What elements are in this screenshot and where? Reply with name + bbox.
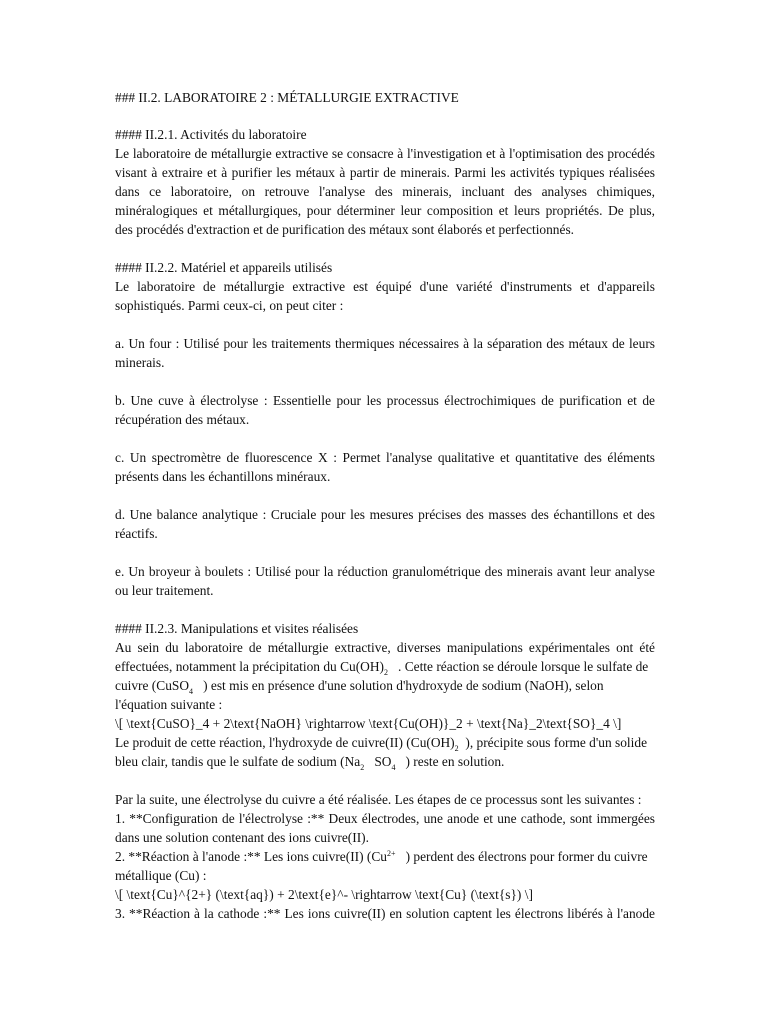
paragraph-line: Au sein du laboratoire de métallurgie extractive, diverses manipulations expérimentales ont été	[115, 640, 655, 655]
equipment-item-cuve-cont: récupération des métaux.	[115, 412, 250, 427]
equipment-item-spectrometre-cont: présents dans les échantillons minéraux.	[115, 469, 331, 484]
section-heading-manipulations: #### II.2.3. Manipulations et visites réalisées	[115, 621, 359, 636]
paragraph-line: des procédés d'extraction et de purification des métaux sont élaborés et perfectionnés.	[115, 222, 575, 237]
paragraph-line: Par la suite, une électrolyse du cuivre a été réalisée. Les étapes de ce processus sont les suivantes :	[115, 792, 642, 807]
paragraph-line: minéralogiques et métallurgiques, pour déterminer leur composition et leurs propriétés. De plus,	[115, 203, 655, 218]
paragraph-line: cuivre (CuSO$_4$ ) est mis en présence d'une solution d'hydroxyde de sodium (NaOH), selon	[115, 678, 604, 696]
equipment-item-cuve: b. Une cuve à électrolyse : Essentielle pour les processus électrochimiques de purification et de	[115, 393, 655, 408]
paragraph-line: effectuées, notamment la précipitation du $Cu(OH)_2$ . Cette réaction se déroule lorsque le sulfate de	[115, 659, 649, 677]
equipment-item-four: a. Un four : Utilisé pour les traitements thermiques nécessaires à la séparation des métaux de leurs	[115, 336, 655, 351]
step-configuration-cont: dans une solution contenant des ions cuivre(II).	[115, 830, 369, 845]
equipment-item-spectrometre: c. Un spectromètre de fluorescence X : Permet l'analyse qualitative et quantitative des éléments	[115, 450, 655, 465]
equipment-item-broyeur-cont: ou leur traitement.	[115, 583, 214, 598]
step-configuration: 1. **Configuration de l'électrolyse :** Deux électrodes, une anode et une cathode, sont immergées	[115, 811, 655, 826]
paragraph-line: sophistiqués. Parmi ceux-ci, on peut citer :	[115, 298, 344, 313]
page-title: ### II.2. LABORATOIRE 2 : MÉTALLURGIE EXTRACTIVE	[115, 90, 459, 105]
paragraph-line: l'équation suivante :	[115, 697, 223, 712]
equipment-item-broyeur: e. Un broyeur à boulets : Utilisé pour la réduction granulométrique des minerais avant leur analyse	[115, 564, 655, 579]
paragraph-line: Le laboratoire de métallurgie extractive est équipé d'une variété d'instruments et d'appareils	[115, 279, 655, 294]
equation-anode: \[ \text{Cu}^{2+} (\text{aq}) + 2\text{e}^- \rightarrow \text{Cu} (\text{s}) \]	[115, 887, 533, 902]
paragraph-line: Le produit de cette réaction, l'hydroxyde de cuivre(II) ($Cu(OH)_2$ ), précipite sous forme d'un solide	[115, 735, 648, 753]
paragraph-line: bleu clair, tandis que le sulfate de sodium ($Na_2$ $SO_4$ ) reste en solution.	[115, 754, 505, 772]
step-anode: 2. **Réaction à l'anode :** Les ions cuivre(II) ($Cu^{2+}$ ) perdent des électrons pour former du cuivre	[115, 849, 648, 864]
step-anode-cont: métallique (Cu) :	[115, 868, 207, 883]
paragraph-line: dans ce laboratoire, on retrouve l'analyse des minerais, incluant des analyses chimiques,	[115, 184, 655, 199]
equipment-item-balance-cont: réactifs.	[115, 526, 158, 541]
equation-precipitation: \[ \text{CuSO}_4 + 2\text{NaOH} \rightarrow \text{Cu(OH)}_2 + \text{Na}_2\text{SO}_4 \]	[115, 716, 622, 731]
section-heading-activites: #### II.2.1. Activités du laboratoire	[115, 127, 307, 142]
paragraph-line: Le laboratoire de métallurgie extractive se consacre à l'investigation et à l'optimisation des procédés	[115, 146, 655, 161]
equipment-item-balance: d. Une balance analytique : Cruciale pour les mesures précises des masses des échantillons et des	[115, 507, 655, 522]
step-cathode: 3. **Réaction à la cathode :** Les ions cuivre(II) en solution captent les électrons libérés à l'anode	[115, 906, 655, 921]
section-heading-materiel: #### II.2.2. Matériel et appareils utilisés	[115, 260, 333, 275]
paragraph-line: visant à extraire et à purifier les métaux à partir de minerais. Parmi les activités typiques réalisées	[115, 165, 655, 180]
equipment-item-four-cont: minerais.	[115, 355, 165, 370]
